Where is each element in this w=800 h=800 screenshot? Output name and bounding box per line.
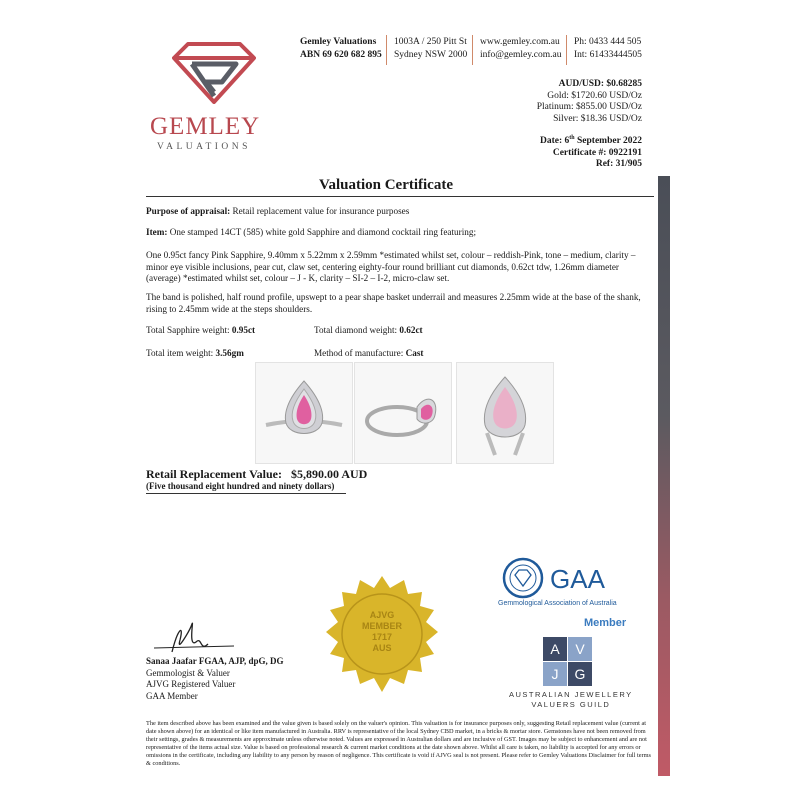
aud-usd-rate: AUD/USD: $0.68285 [558, 79, 642, 89]
diamond-weight-value: 0.62ct [399, 325, 423, 335]
retail-value-label: Retail Replacement Value: [146, 467, 282, 481]
date-rest: September 2022 [574, 136, 642, 147]
header-company-block [300, 36, 382, 62]
sapphire-weight-value: 0.95ct [231, 325, 256, 335]
brand-tagline: VALUATIONS [157, 142, 251, 152]
seal-line-2: MEMBER [362, 621, 402, 631]
ajvg-gold-seal [322, 574, 442, 694]
date-label: Date: 6 [540, 136, 570, 147]
brand-name: GEMLEY [150, 113, 261, 140]
description-paragraph-1: One 0.95ct fancy Pink Sapphire, 9.40mm x 5.22mm x 2.59mm *estimated whilst set, colour – reddish-Pink, tone – medium, clarity – minor eye visible inclusions, pear cut, claw set, centering eighty-four round brilliant cut diamonds, 0.62ct tdw, 1.26mm diameter (average) *estimated whilst set, colour – J - K, clarity – SI-2 – I-2, micro-claw set. [146, 250, 636, 283]
gaa-member-label: Member [584, 617, 627, 629]
item-weight [146, 348, 244, 358]
ajvg-letter-g: G [568, 662, 592, 686]
ajvg-letter-j: J [543, 662, 567, 686]
header-web-block [480, 36, 561, 62]
item-line [146, 227, 654, 239]
reference: Ref: 31/905 [595, 159, 642, 170]
website-link[interactable]: www.gemley.com.au [480, 37, 560, 47]
header-divider [472, 35, 473, 65]
metal-rates [537, 79, 642, 125]
title-divider [146, 196, 654, 197]
valuer-details [146, 656, 284, 702]
header-divider [386, 35, 387, 65]
ajvg-name-line-1: AUSTRALIAN JEWELLERY [509, 690, 633, 699]
date-suffix: th [569, 135, 575, 141]
valuer-role-3: GAA Member [146, 690, 198, 701]
email-link[interactable]: info@gemley.com.au [480, 50, 562, 60]
item-weight-label: Total item weight: [146, 348, 216, 358]
certificate-number: Certificate #: 0922191 [552, 147, 642, 158]
seal-text [322, 610, 442, 654]
platinum-rate: Platinum: $855.00 USD/Oz [536, 102, 642, 112]
valuer-role-1: Gemmologist & Valuer [146, 667, 230, 678]
intl-phone: Int: 61433444505 [574, 50, 642, 60]
purpose-line [146, 206, 654, 218]
decorative-side-bar [658, 176, 670, 776]
seal-line-1: AJVG [369, 610, 395, 620]
retail-value-amount: $5,890.00 AUD [290, 467, 368, 481]
item-value: One stamped 14CT (585) white gold Sapphire and diamond cocktail ring featuring; [167, 227, 476, 237]
retail-divider [146, 493, 346, 494]
disclaimer: The item described above has been examined and the value given is based solely on the valuer's opinion. This valuation is for insurance purposes only, suggesting Retail replacement value (current at date shown above) for an identical or like item manufactured in Australia. RRV is representative of the local Sydney CBD market, in a bricks & mortar store. Gemstones have not been removed from their settings, grades & measurements are approximate unless otherwise noted. Values are expressed in Australian dollars and are inclusive of GST. Images may be subject to enhancement and are not representative of the items actual size. Value is based on professional research & current market conditions at the date shown above. Whilst all care is taken, no liability is accepted for any errors or omissions in the certificate, including any liability to any person by reason of negligence. This certificate is void if AJVG seal is not present. Please refer to Gemley Valuations Disclaimer for full terms & conditions. [146, 720, 651, 767]
ring-photo-back [456, 362, 554, 464]
retail-value [146, 467, 367, 482]
address-line-1: 1003A / 250 Pitt St [394, 37, 467, 47]
purpose-label: Purpose of appraisal: [146, 206, 231, 216]
manufacture-method-label: Method of manufacture: [314, 348, 406, 358]
header-divider [566, 35, 567, 65]
gaa-name: GAA [550, 564, 605, 594]
gaa-emblem-icon [502, 557, 544, 599]
page-title: Valuation Certificate [318, 177, 453, 193]
sapphire-weight [146, 325, 255, 335]
phone: Ph: 0433 444 505 [574, 37, 642, 47]
address-line-2: Sydney NSW 2000 [394, 50, 468, 60]
description-paragraph-2: The band is polished, half round profile, upswept to a pear shape basket underrail and measures 2.25mm wide at the base of the shank, rising to 2.45mm wide at the steps shoulders. [146, 292, 641, 314]
company-name: Gemley Valuations [300, 37, 377, 47]
gaa-full-name: Gemmological Association of Australia [498, 600, 617, 607]
diamond-weight-label: Total diamond weight: [314, 325, 400, 335]
item-label: Item: [146, 227, 168, 237]
diamond-weight [314, 325, 423, 335]
valuer-name: Sanaa Jaafar FGAA, AJP, dpG, DG [146, 656, 284, 666]
ajvg-name [509, 690, 633, 710]
gold-rate: Gold: $1720.60 USD/Oz [547, 90, 642, 101]
ring-photo-side [354, 362, 452, 464]
seal-line-4: AUS [372, 643, 392, 653]
purpose-value: Retail replacement value for insurance purposes [230, 206, 410, 216]
item-weight-value: 3.56gm [215, 348, 244, 358]
valuer-role-2: AJVG Registered Valuer [146, 679, 236, 689]
ring-front-image [256, 363, 352, 463]
gemley-diamond-logo-icon [172, 40, 256, 104]
ajvg-letter-a: A [543, 637, 567, 661]
ring-photo-front [255, 362, 353, 464]
header-phone-block [574, 36, 642, 62]
ring-side-image [355, 363, 451, 463]
header-address-block [394, 36, 467, 62]
manufacture-method [314, 348, 423, 358]
retail-value-words: (Five thousand eight hundred and ninety dollars) [146, 481, 335, 491]
sapphire-weight-label: Total Sapphire weight: [146, 325, 232, 335]
manufacture-method-value: Cast [405, 348, 424, 358]
abn: ABN 69 620 682 895 [300, 50, 382, 60]
date [540, 133, 642, 148]
ajvg-letter-v: V [568, 637, 592, 661]
ajvg-logo [543, 637, 593, 687]
valuer-signature-icon [150, 618, 240, 658]
silver-rate: Silver: $18.36 USD/Oz [553, 113, 642, 124]
ring-back-image [457, 363, 553, 463]
certificate-meta [540, 133, 642, 171]
ajvg-name-line-2: VALUERS GUILD [531, 700, 611, 709]
seal-line-3: 1717 [371, 632, 393, 642]
